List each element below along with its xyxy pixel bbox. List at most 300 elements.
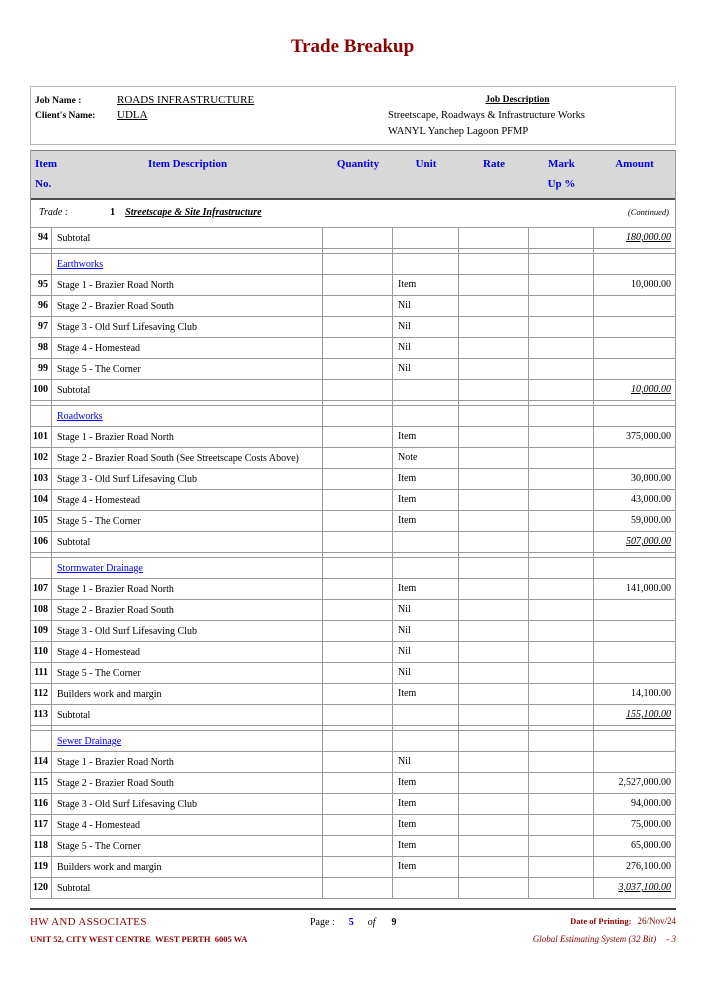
quantity-cell	[323, 726, 393, 730]
system-name: Global Estimating System (32 Bit) - 3	[532, 934, 676, 944]
rate-cell	[459, 406, 529, 426]
item-no-cell: 98	[31, 338, 52, 358]
quantity-cell	[323, 642, 393, 662]
description-cell: Stage 2 - Brazier Road South	[52, 600, 323, 620]
section-link: Sewer Drainage	[57, 736, 122, 747]
amount-cell	[594, 726, 675, 730]
description-cell: Stage 3 - Old Surf Lifesaving Club	[52, 469, 323, 489]
amount-cell: 155,100.00	[626, 709, 671, 720]
markup-cell	[529, 228, 594, 248]
amount-cell	[594, 731, 675, 751]
description-cell: Stage 1 - Brazier Road North	[52, 275, 323, 295]
unit-cell: Item	[393, 857, 459, 877]
unit-cell: Nil	[393, 600, 459, 620]
quantity-cell	[323, 317, 393, 337]
description-cell: Subtotal	[52, 878, 323, 898]
markup-cell	[529, 815, 594, 835]
markup-cell	[529, 878, 594, 898]
item-no-cell	[31, 401, 52, 405]
description-cell	[52, 401, 323, 405]
quantity-cell	[323, 448, 393, 468]
rate-cell	[459, 642, 529, 662]
date-of-printing-value: 26/Nov/24	[637, 916, 676, 926]
item-row	[31, 338, 675, 359]
subtotal-row	[31, 532, 675, 553]
amount-cell	[594, 254, 675, 274]
unit-cell: Item	[393, 579, 459, 599]
page-number: 5	[348, 917, 354, 928]
quantity-cell	[323, 380, 393, 400]
item-no-cell: 112	[31, 684, 52, 704]
amount-cell: 10,000.00	[631, 384, 671, 395]
unit-cell: Item	[393, 511, 459, 531]
amount-cell: 2,527,000.00	[618, 777, 671, 788]
item-row	[31, 579, 675, 600]
rate-cell	[459, 317, 529, 337]
item-no-cell	[31, 254, 52, 274]
page-label: Page :	[310, 917, 335, 928]
unit-cell: Nil	[393, 642, 459, 662]
quantity-cell	[323, 228, 393, 248]
amount-cell	[594, 249, 675, 253]
description-cell: Stage 3 - Old Surf Lifesaving Club	[52, 621, 323, 641]
rate-cell	[459, 532, 529, 552]
description-cell: Stage 1 - Brazier Road North	[52, 752, 323, 772]
amount-cell	[594, 600, 675, 620]
table-header-row	[31, 150, 675, 200]
quantity-cell	[323, 469, 393, 489]
amount-cell: 43,000.00	[631, 494, 671, 505]
quantity-cell	[323, 401, 393, 405]
footer-page-indicator	[310, 917, 397, 928]
unit-cell	[393, 731, 459, 751]
item-row	[31, 857, 675, 878]
system-suffix: - 3	[666, 934, 676, 944]
unit-cell	[393, 406, 459, 426]
item-row	[31, 663, 675, 684]
amount-cell	[594, 401, 675, 405]
section-heading-row	[31, 406, 675, 427]
unit-cell	[393, 249, 459, 253]
rate-cell	[459, 490, 529, 510]
item-no-cell: 101	[31, 427, 52, 447]
description-cell	[52, 731, 323, 751]
rate-cell	[459, 857, 529, 877]
page-of-label: of	[367, 917, 376, 928]
date-of-printing-label: Date of Printing:	[570, 916, 632, 926]
item-row	[31, 296, 675, 317]
markup-cell	[529, 684, 594, 704]
item-no-cell: 119	[31, 857, 52, 877]
quantity-cell	[323, 532, 393, 552]
item-row	[31, 684, 675, 705]
item-row	[31, 642, 675, 663]
unit-cell	[393, 254, 459, 274]
rate-cell	[459, 731, 529, 751]
markup-cell	[529, 558, 594, 578]
quantity-cell	[323, 773, 393, 793]
trade-title-row	[31, 200, 675, 228]
description-cell: Subtotal	[52, 705, 323, 725]
section-heading-row	[31, 558, 675, 579]
item-row	[31, 815, 675, 836]
markup-cell	[529, 380, 594, 400]
quantity-cell	[323, 296, 393, 316]
quantity-cell	[323, 836, 393, 856]
markup-cell	[529, 663, 594, 683]
amount-cell	[594, 317, 675, 337]
item-no-cell: 96	[31, 296, 52, 316]
header-quantity: Quantity	[336, 158, 380, 170]
unit-cell: Nil	[393, 338, 459, 358]
description-cell: Subtotal	[52, 380, 323, 400]
trade-breakup-table	[30, 150, 676, 899]
amount-cell	[594, 406, 675, 426]
quantity-cell	[323, 254, 393, 274]
description-cell: Stage 2 - Brazier Road South	[52, 296, 323, 316]
markup-cell	[529, 579, 594, 599]
quantity-cell	[323, 663, 393, 683]
markup-cell	[529, 857, 594, 877]
quantity-cell	[323, 359, 393, 379]
amount-cell	[594, 663, 675, 683]
rate-cell	[459, 684, 529, 704]
header-amount: Amount	[615, 158, 654, 170]
rate-cell	[459, 338, 529, 358]
description-cell: Stage 3 - Old Surf Lifesaving Club	[52, 794, 323, 814]
rate-cell	[459, 469, 529, 489]
trade-continued-note: (Continued)	[627, 207, 669, 217]
section-link: Earthworks	[57, 259, 104, 270]
description-cell: Stage 2 - Brazier Road South	[52, 773, 323, 793]
job-description-label: Job Description	[485, 95, 550, 105]
amount-cell: 10,000.00	[631, 279, 671, 290]
item-no-cell: 109	[31, 621, 52, 641]
item-no-cell	[31, 731, 52, 751]
item-no-cell	[31, 726, 52, 730]
description-cell: Builders work and margin	[52, 684, 323, 704]
unit-cell	[393, 532, 459, 552]
description-cell: Stage 4 - Homestead	[52, 642, 323, 662]
amount-cell	[594, 359, 675, 379]
rate-cell	[459, 663, 529, 683]
description-cell	[52, 254, 323, 274]
job-description-line1: Streetscape, Roadways & Infrastructure Works	[387, 110, 585, 121]
subtotal-row	[31, 705, 675, 726]
markup-cell	[529, 836, 594, 856]
description-cell: Stage 5 - The Corner	[52, 836, 323, 856]
markup-cell	[529, 469, 594, 489]
description-cell	[52, 553, 323, 557]
rate-cell	[459, 579, 529, 599]
section-heading-row	[31, 254, 675, 275]
item-no-cell	[31, 249, 52, 253]
trade-label: Trade :	[39, 207, 69, 218]
client-name-value: UDLA	[117, 109, 148, 121]
item-row	[31, 275, 675, 296]
trade-number: 1	[110, 207, 116, 218]
description-cell: Subtotal	[52, 228, 323, 248]
rate-cell	[459, 228, 529, 248]
item-row	[31, 448, 675, 469]
markup-cell	[529, 275, 594, 295]
item-no-cell: 107	[31, 579, 52, 599]
markup-cell	[529, 427, 594, 447]
rate-cell	[459, 726, 529, 730]
unit-cell: Item	[393, 773, 459, 793]
amount-cell: 507,000.00	[626, 536, 671, 547]
item-no-cell: 111	[31, 663, 52, 683]
rate-cell	[459, 511, 529, 531]
job-name-label: Job Name :	[35, 96, 82, 106]
amount-cell	[594, 752, 675, 772]
client-name-label: Client's Name:	[35, 111, 96, 121]
quantity-cell	[323, 684, 393, 704]
quantity-cell	[323, 878, 393, 898]
markup-cell	[529, 621, 594, 641]
description-cell: Stage 1 - Brazier Road North	[52, 427, 323, 447]
markup-cell	[529, 752, 594, 772]
markup-cell	[529, 705, 594, 725]
item-no-cell	[31, 558, 52, 578]
description-cell: Stage 5 - The Corner	[52, 511, 323, 531]
header-unit: Unit	[415, 158, 437, 170]
header-item-no	[31, 151, 57, 198]
description-cell: Stage 4 - Homestead	[52, 338, 323, 358]
markup-cell	[529, 406, 594, 426]
unit-cell: Item	[393, 684, 459, 704]
rate-cell	[459, 380, 529, 400]
markup-cell	[529, 726, 594, 730]
unit-cell: Item	[393, 275, 459, 295]
quantity-cell	[323, 406, 393, 426]
item-no-cell: 95	[31, 275, 52, 295]
header-no-label: No.	[35, 178, 52, 190]
trade-name: Streetscape & Site Infrastructure	[125, 207, 262, 218]
item-no-cell	[31, 553, 52, 557]
quantity-cell	[323, 427, 393, 447]
rate-cell	[459, 558, 529, 578]
description-cell: Subtotal	[52, 532, 323, 552]
description-cell: Stage 4 - Homestead	[52, 490, 323, 510]
item-row	[31, 600, 675, 621]
item-no-cell: 117	[31, 815, 52, 835]
quantity-cell	[323, 579, 393, 599]
rate-cell	[459, 254, 529, 274]
unit-cell: Nil	[393, 621, 459, 641]
quantity-cell	[323, 338, 393, 358]
footer-company-address: UNIT 52, CITY WEST CENTRE WEST PERTH 6005 WA	[30, 934, 248, 944]
amount-cell	[594, 558, 675, 578]
unit-cell: Nil	[393, 663, 459, 683]
item-no-cell: 110	[31, 642, 52, 662]
item-row	[31, 621, 675, 642]
markup-cell	[529, 448, 594, 468]
quantity-cell	[323, 275, 393, 295]
rate-cell	[459, 773, 529, 793]
quantity-cell	[323, 600, 393, 620]
item-no-cell: 114	[31, 752, 52, 772]
rate-cell	[459, 752, 529, 772]
quantity-cell	[323, 558, 393, 578]
markup-cell	[529, 600, 594, 620]
item-row	[31, 773, 675, 794]
item-no-cell: 106	[31, 532, 52, 552]
markup-cell	[529, 401, 594, 405]
unit-cell: Note	[393, 448, 459, 468]
item-no-cell: 108	[31, 600, 52, 620]
unit-cell: Nil	[393, 359, 459, 379]
markup-cell	[529, 532, 594, 552]
quantity-cell	[323, 794, 393, 814]
quantity-cell	[323, 752, 393, 772]
item-row	[31, 794, 675, 815]
markup-cell	[529, 490, 594, 510]
quantity-cell	[323, 511, 393, 531]
amount-cell: 59,000.00	[631, 515, 671, 526]
item-no-cell: 105	[31, 511, 52, 531]
unit-cell	[393, 553, 459, 557]
description-cell	[52, 406, 323, 426]
description-cell: Stage 1 - Brazier Road North	[52, 579, 323, 599]
amount-cell: 30,000.00	[631, 473, 671, 484]
item-row	[31, 317, 675, 338]
amount-cell	[594, 296, 675, 316]
item-no-cell: 120	[31, 878, 52, 898]
rate-cell	[459, 401, 529, 405]
rate-cell	[459, 836, 529, 856]
amount-cell	[594, 642, 675, 662]
rate-cell	[459, 296, 529, 316]
amount-cell: 375,000.00	[626, 431, 671, 442]
amount-cell	[594, 448, 675, 468]
amount-cell: 14,100.00	[631, 688, 671, 699]
markup-cell	[529, 511, 594, 531]
item-no-cell: 104	[31, 490, 52, 510]
section-heading-row	[31, 731, 675, 752]
amount-cell: 94,000.00	[631, 798, 671, 809]
description-cell: Stage 2 - Brazier Road South (See Streetscape Costs Above)	[52, 448, 323, 468]
markup-cell	[529, 249, 594, 253]
item-no-cell: 94	[31, 228, 52, 248]
markup-cell	[529, 731, 594, 751]
unit-cell	[393, 705, 459, 725]
item-no-cell: 99	[31, 359, 52, 379]
rate-cell	[459, 427, 529, 447]
page-total: 9	[391, 917, 397, 928]
footer-company-name: HW AND ASSOCIATES	[30, 916, 147, 928]
header-item-description: Item Description	[147, 158, 228, 170]
markup-cell	[529, 296, 594, 316]
item-row	[31, 836, 675, 857]
job-description-line2: WANYL Yanchep Lagoon PFMP	[387, 126, 529, 137]
rate-cell	[459, 600, 529, 620]
date-of-printing	[533, 916, 676, 926]
subtotal-row	[31, 380, 675, 401]
item-row	[31, 427, 675, 448]
page-title: Trade Breakup	[290, 36, 415, 57]
unit-cell: Item	[393, 815, 459, 835]
unit-cell	[393, 228, 459, 248]
section-link: Roadworks	[57, 411, 103, 422]
job-info-box	[30, 86, 676, 145]
amount-cell	[594, 553, 675, 557]
rate-cell	[459, 275, 529, 295]
item-no-cell: 97	[31, 317, 52, 337]
item-no-cell: 103	[31, 469, 52, 489]
amount-cell: 75,000.00	[631, 819, 671, 830]
unit-cell: Item	[393, 794, 459, 814]
subtotal-row	[31, 878, 675, 899]
markup-cell	[529, 359, 594, 379]
item-row	[31, 752, 675, 773]
table-body	[31, 228, 675, 899]
rate-cell	[459, 794, 529, 814]
item-no-cell	[31, 406, 52, 426]
unit-cell	[393, 878, 459, 898]
markup-cell	[529, 794, 594, 814]
unit-cell	[393, 380, 459, 400]
rate-cell	[459, 553, 529, 557]
job-name-value: ROADS INFRASTRUCTURE	[117, 94, 255, 106]
markup-cell	[529, 642, 594, 662]
job-description-text	[360, 108, 675, 140]
item-row	[31, 511, 675, 532]
header-item-label: Item	[35, 158, 57, 170]
unit-cell	[393, 558, 459, 578]
rate-cell	[459, 621, 529, 641]
job-info-right	[360, 91, 675, 140]
description-cell: Stage 3 - Old Surf Lifesaving Club	[52, 317, 323, 337]
subtotal-row	[31, 228, 675, 249]
amount-cell: 141,000.00	[626, 583, 671, 594]
rate-cell	[459, 359, 529, 379]
quantity-cell	[323, 705, 393, 725]
amount-cell: 276,100.00	[626, 861, 671, 872]
quantity-cell	[323, 857, 393, 877]
section-link: Stormwater Drainage	[57, 563, 143, 574]
rate-cell	[459, 448, 529, 468]
quantity-cell	[323, 490, 393, 510]
rate-cell	[459, 705, 529, 725]
item-no-cell: 100	[31, 380, 52, 400]
markup-cell	[529, 254, 594, 274]
quantity-cell	[323, 815, 393, 835]
unit-cell: Nil	[393, 296, 459, 316]
quantity-cell	[323, 249, 393, 253]
unit-cell: Item	[393, 836, 459, 856]
item-row	[31, 469, 675, 490]
description-cell	[52, 558, 323, 578]
page-footer	[30, 908, 676, 944]
item-no-cell: 115	[31, 773, 52, 793]
amount-cell	[594, 621, 675, 641]
quantity-cell	[323, 553, 393, 557]
unit-cell: Nil	[393, 752, 459, 772]
unit-cell: Item	[393, 490, 459, 510]
item-row	[31, 359, 675, 380]
markup-cell	[529, 773, 594, 793]
rate-cell	[459, 249, 529, 253]
item-no-cell: 116	[31, 794, 52, 814]
item-no-cell: 113	[31, 705, 52, 725]
item-no-cell: 118	[31, 836, 52, 856]
quantity-cell	[323, 731, 393, 751]
unit-cell: Nil	[393, 317, 459, 337]
markup-cell	[529, 317, 594, 337]
header-markup: Mark Up %	[547, 158, 576, 190]
markup-cell	[529, 338, 594, 358]
